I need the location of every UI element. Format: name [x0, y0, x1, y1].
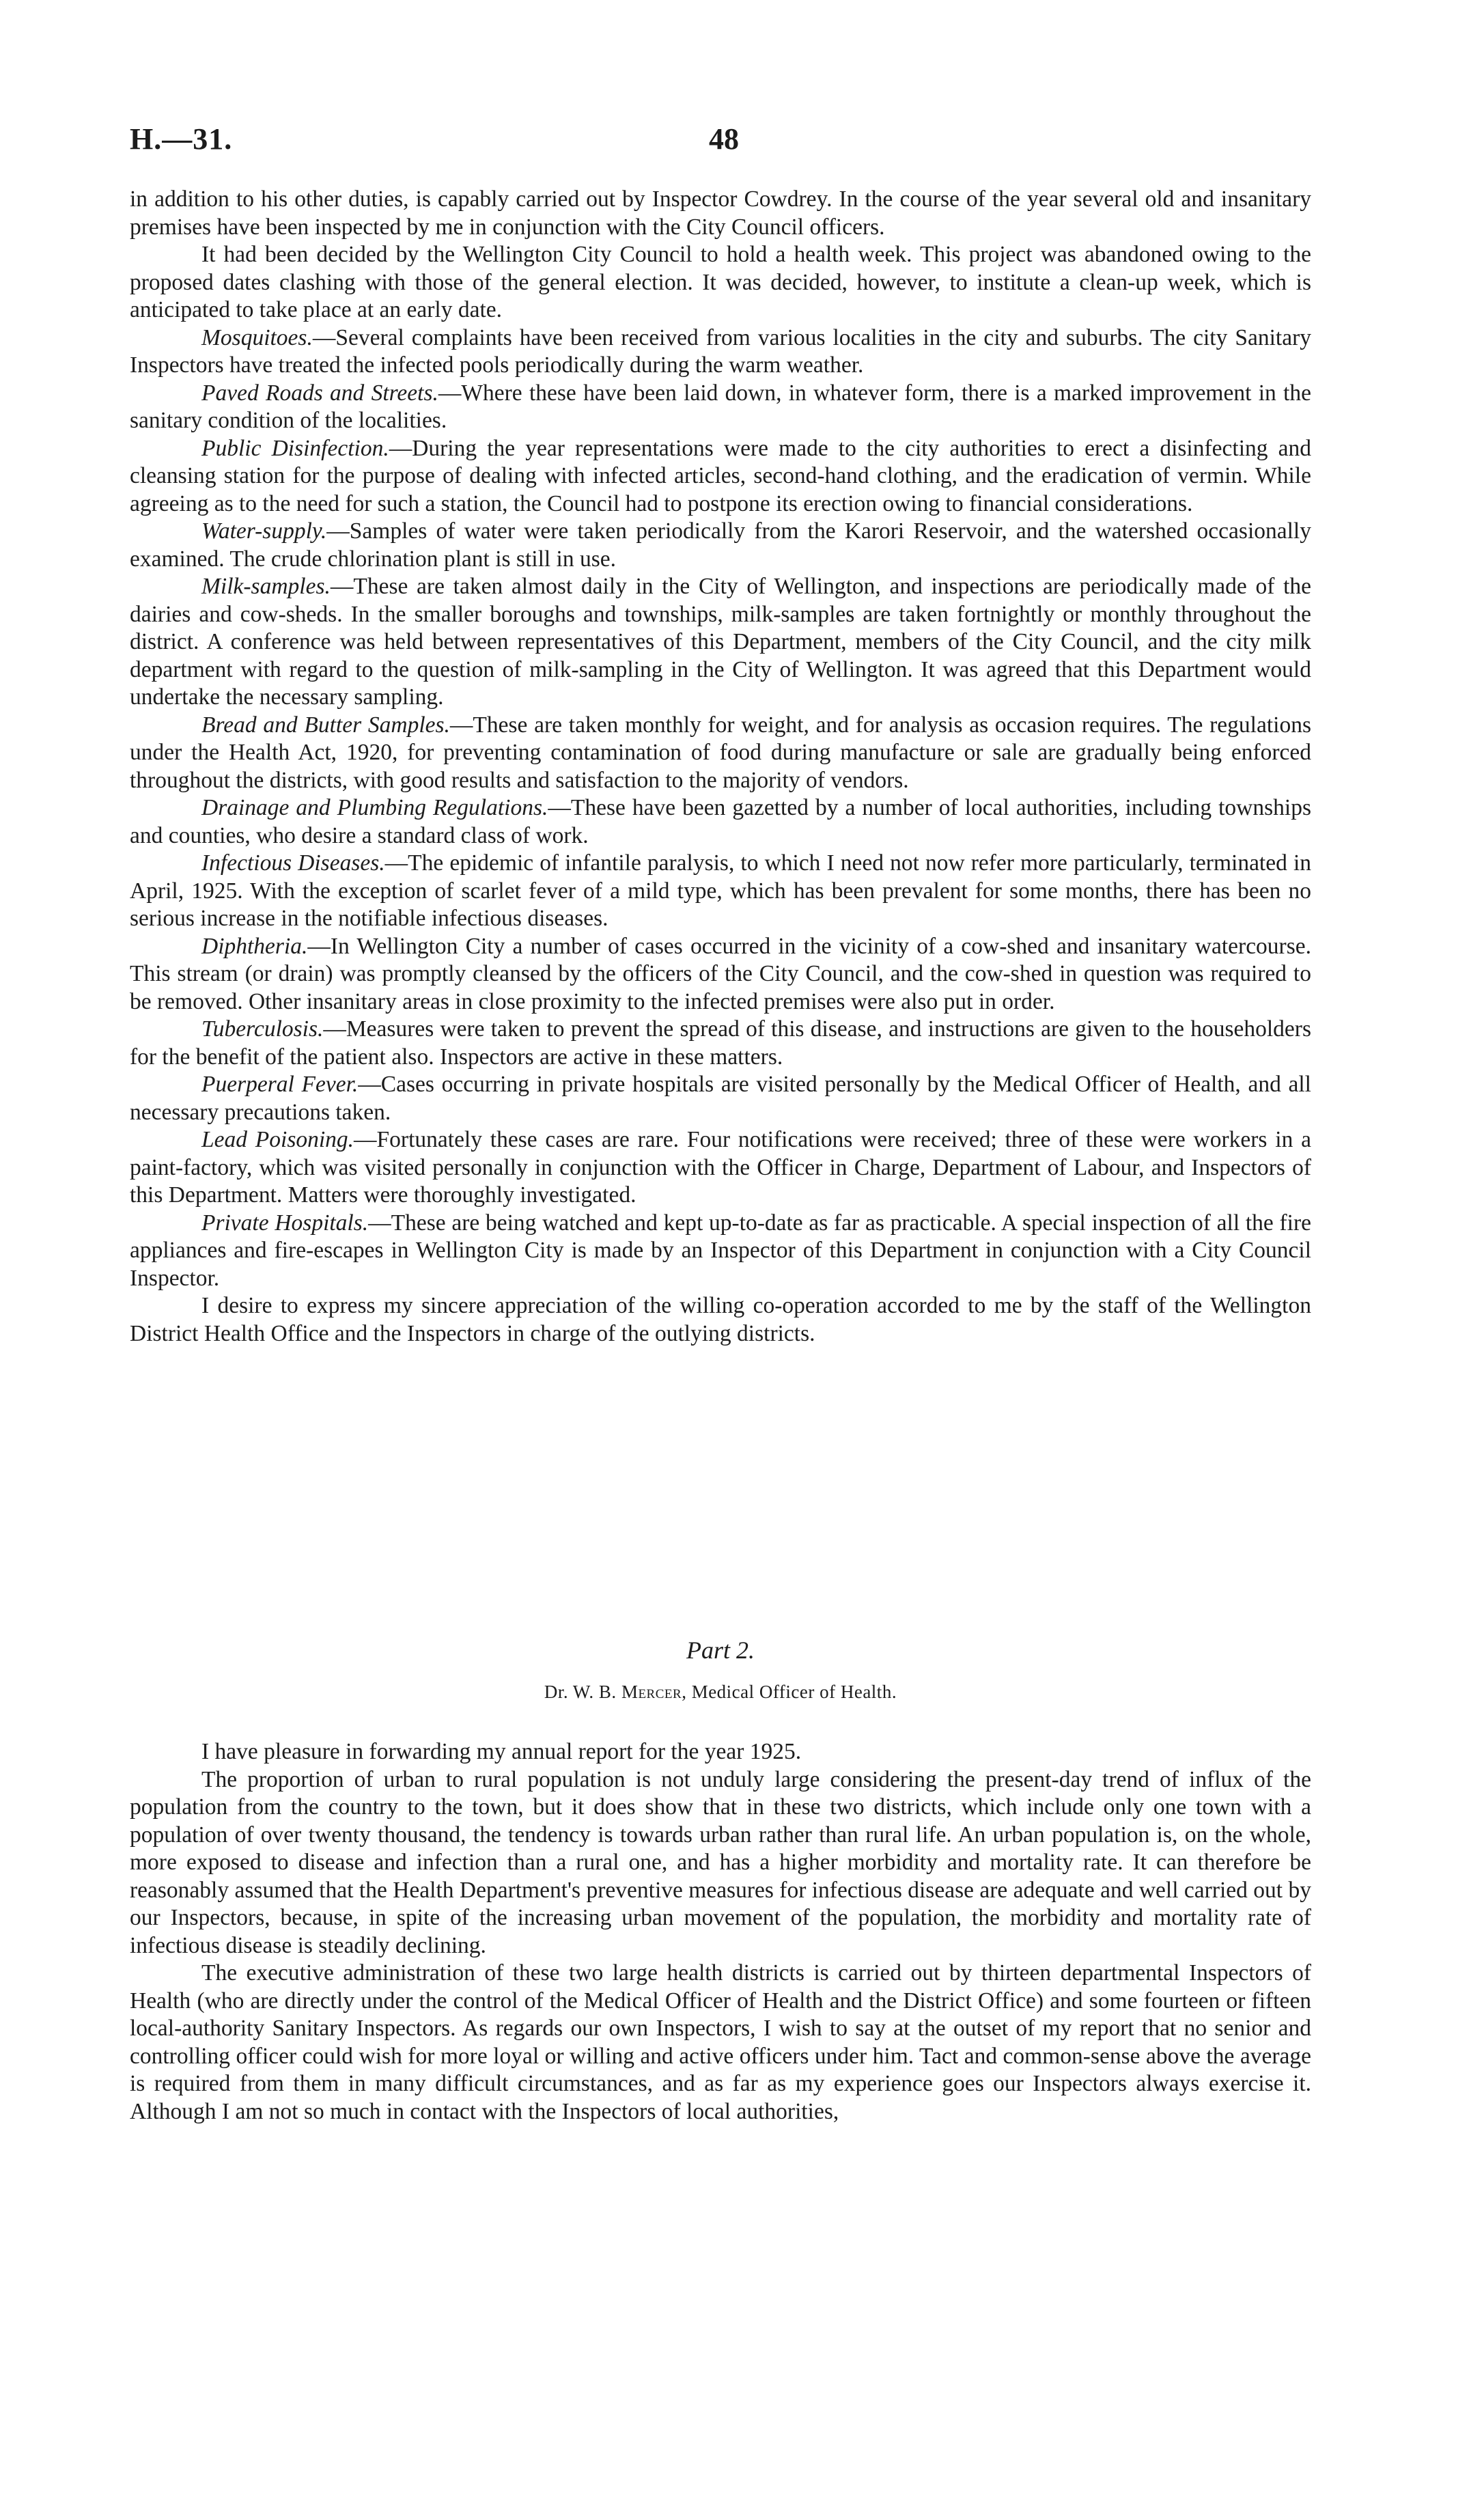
section-heading: Milk-samples. [201, 574, 331, 599]
section-water-supply [130, 518, 1311, 573]
section-text: —Measures were taken to prevent the spread of this disease, and instructions are given to the householders for the benefit of the patient also. Inspectors are active in these matters. [130, 1016, 1311, 1070]
section-tuberculosis [130, 1016, 1311, 1071]
section-text: —These have been gazetted by a number of local authorities, including townships and counties, who desire a standard class of work. [130, 795, 1311, 848]
part2-body [130, 1738, 1311, 2126]
section-heading: Puerperal Fever. [201, 1072, 359, 1097]
section-heading: Infectious Diseases. [201, 850, 385, 876]
section-heading: Private Hospitals. [201, 1210, 369, 1236]
section-mosquitoes [130, 324, 1311, 380]
section-lead-poisoning [130, 1126, 1311, 1210]
byline-name: Mercer [621, 1682, 682, 1702]
part2-paragraph: The executive administration of these two large health districts is carried out by thirteen departmental Inspectors of Health (who are directly under the control of the Medical Officer of Health and the District Office) and some fourteen or fifteen local-authority Sanitary Inspectors. As regards our own Inspectors, I wish to say at the outset of my report that no senior and controlling officer could wish for more loyal or willing and active officers under him. Tact and common-sense above the average is required from them in many difficult circumstances, and as far as my experience goes our Inspectors always exercise it. Although I am not so much in contact with the Inspectors of local authorities, [130, 1960, 1311, 2124]
section-heading: Drainage and Plumbing Regulations. [201, 795, 548, 820]
section-heading: Paved Roads and Streets. [201, 380, 438, 406]
section-heading: Lead Poisoning. [201, 1127, 354, 1152]
part2-title: Part 2. [686, 1637, 755, 1664]
section-heading: Tuberculosis. [201, 1016, 324, 1042]
intro-paragraph: in addition to his other duties, is capably carried out by Inspector Cowdrey. In the course of the year several old and insanitary premises have been inspected by me in conjunction with the City Council officers. [130, 186, 1311, 240]
part2-paragraph: The proportion of urban to rural population is not unduly large considering the present-day trend of influx of the population from the country to the town, but it does show that in these two districts, which include only one town with a population of over twenty thousand, the tendency is towards urban rather than rural life. An urban population is, on the whole, more exposed to disease and infection than a rural one, and has a higher morbidity and mortality rate. It can therefore be reasonably assumed that the Health Department's preventive measures for infectious disease are adequate and well carried out by our Inspectors, because, in spite of the increasing urban movement of the population, the morbidity and mortality rate of infectious disease is steadily declining. [130, 1766, 1311, 1958]
document-id: H.—31. [130, 122, 233, 156]
section-heading: Public Disinfection. [201, 435, 389, 461]
part2-byline [130, 1682, 1311, 1703]
closing-paragraph: I desire to express my sincere appreciation of the willing co-operation accorded to me by the staff of the Wellington District Health Office and the Inspectors in charge of the outlying districts. [130, 1293, 1311, 1346]
section-text: —These are being watched and kept up-to-date as far as practicable. A special inspection of all the fire appliances and fire-escapes in Wellington City is made by an Inspector of this Department in conjunction with a City Council Inspector. [130, 1210, 1311, 1291]
health-week-paragraph: It had been decided by the Wellington City Council to hold a health week. This project was abandoned owing to the proposed dates clashing with those of the general election. It was decided, however, to institute a clean-up week, which is anticipated to take place at an early date. [130, 242, 1311, 322]
section-heading: Mosquitoes. [201, 324, 313, 350]
section-text: —These are taken almost daily in the City of Wellington, and inspections are periodically made of the dairies and cow-sheds. In the smaller boroughs and townships, milk-samples are taken fortnightly or monthly throughout the district. A conference was held between representatives of this Department, members of the City Council, and the city milk department with regard to the question of milk-sampling in the City of Wellington. It was agreed that this Department would undertake the necessary sampling. [130, 574, 1311, 710]
section-drainage-plumbing [130, 794, 1311, 850]
section-infectious-diseases [130, 850, 1311, 933]
section-text: —During the year representations were made to the city authorities to erect a disinfecting and cleansing station for the purpose of dealing with infected articles, second-hand clothing, and the eradication of vermin. While agreeing as to the need for such a station, the Council had to postpone its erection owing to financial considerations. [130, 435, 1311, 516]
section-text: —Fortunately these cases are rare. Four notifications were received; three of these were workers in a paint-factory, which was visited personally in conjunction with the Officer in Charge, Department of Labour, and Inspectors of this Department. Matters were thoroughly investigated. [130, 1127, 1311, 1208]
byline-suffix: , Medical Officer of Health. [682, 1682, 897, 1702]
section-heading: Water-supply. [201, 518, 327, 544]
page-header [130, 122, 1318, 163]
part2-paragraph: I have pleasure in forwarding my annual report for the year 1925. [201, 1739, 802, 1764]
section-text: —Several complaints have been received from various localities in the city and suburbs. The city Sanitary Inspectors have treated the infected pools periodically during the warm weather. [130, 324, 1311, 378]
section-heading: Diphtheria. [201, 933, 308, 959]
section-paved-roads [130, 380, 1311, 435]
section-puerperal-fever [130, 1071, 1311, 1126]
section-text: —The epidemic of infantile paralysis, to which I need not now refer more particularly, terminated in April, 1925. With the exception of scarlet fever of a mild type, which has been prevalent for some months, there has been no serious increase in the notifiable infectious diseases. [130, 850, 1312, 931]
section-text: —Where these have been laid down, in whatever form, there is a marked improvement in the sanitary condition of the localities. [130, 380, 1311, 433]
section-public-disinfection [130, 435, 1311, 518]
section-private-hospitals [130, 1210, 1311, 1293]
section-text: —These are taken monthly for weight, and for analysis as occasion requires. The regulations under the Health Act, 1920, for preventing contamination of food during manufacture or sale are gradually being enforced throughout the districts, with good results and satisfaction to the majority of vendors. [130, 712, 1311, 793]
byline-prefix: Dr. W. B. [544, 1682, 621, 1702]
section-bread-butter [130, 712, 1311, 795]
section-text: —Cases occurring in private hospitals are visited personally by the Medical Officer of Health, and all necessary precautions taken. [130, 1072, 1311, 1125]
page-number: 48 [709, 122, 739, 156]
section-milk-samples [130, 573, 1311, 712]
section-text: —In Wellington City a number of cases occurred in the vicinity of a cow-shed and insanitary watercourse. This stream (or drain) was promptly cleansed by the officers of the City Council, and the cow-shed in question was required to be removed. Other insanitary areas in close proximity to the infected premises were also put in order. [130, 933, 1311, 1014]
part1-body [130, 186, 1311, 1348]
section-heading: Bread and Butter Samples. [201, 712, 450, 738]
section-diphtheria [130, 933, 1311, 1016]
section-text: —Samples of water were taken periodically from the Karori Reservoir, and the watershed occasionally examined. The crude chlorination plant is still in use. [130, 518, 1311, 572]
